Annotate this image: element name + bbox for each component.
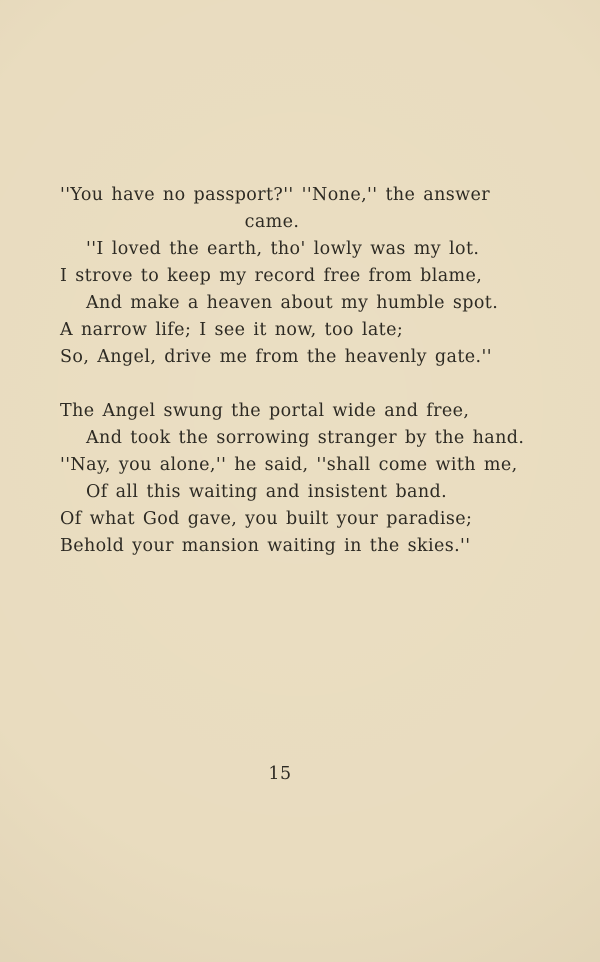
poem-line: A narrow life; I see it now, too late;	[60, 320, 404, 340]
poem-line: I strove to keep my record free from blame,	[60, 266, 483, 286]
stanza	[60, 182, 544, 371]
poem-line: And make a heaven about my humble spot.	[86, 293, 499, 313]
poem-line: ''You have no passport?'' ''None,'' the answer	[60, 185, 491, 205]
poem	[60, 182, 544, 587]
page-number: 15	[268, 764, 292, 784]
poem-line: So, Angel, drive me from the heavenly gate.''	[60, 347, 492, 367]
poem-line: Of what God gave, you built your paradise;	[60, 509, 473, 529]
stanza	[60, 398, 544, 560]
poem-line: came.	[244, 212, 300, 232]
poem-line: ''Nay, you alone,'' he said, ''shall come with me,	[60, 455, 518, 475]
poem-line: Behold your mansion waiting in the skies.''	[60, 536, 471, 556]
poem-line: The Angel swung the portal wide and free,	[60, 401, 470, 421]
poem-line: Of all this waiting and insistent band.	[86, 482, 448, 502]
poem-line: And took the sorrowing stranger by the hand.	[86, 428, 525, 448]
poem-line: ''I loved the earth, tho' lowly was my lot.	[86, 239, 480, 259]
